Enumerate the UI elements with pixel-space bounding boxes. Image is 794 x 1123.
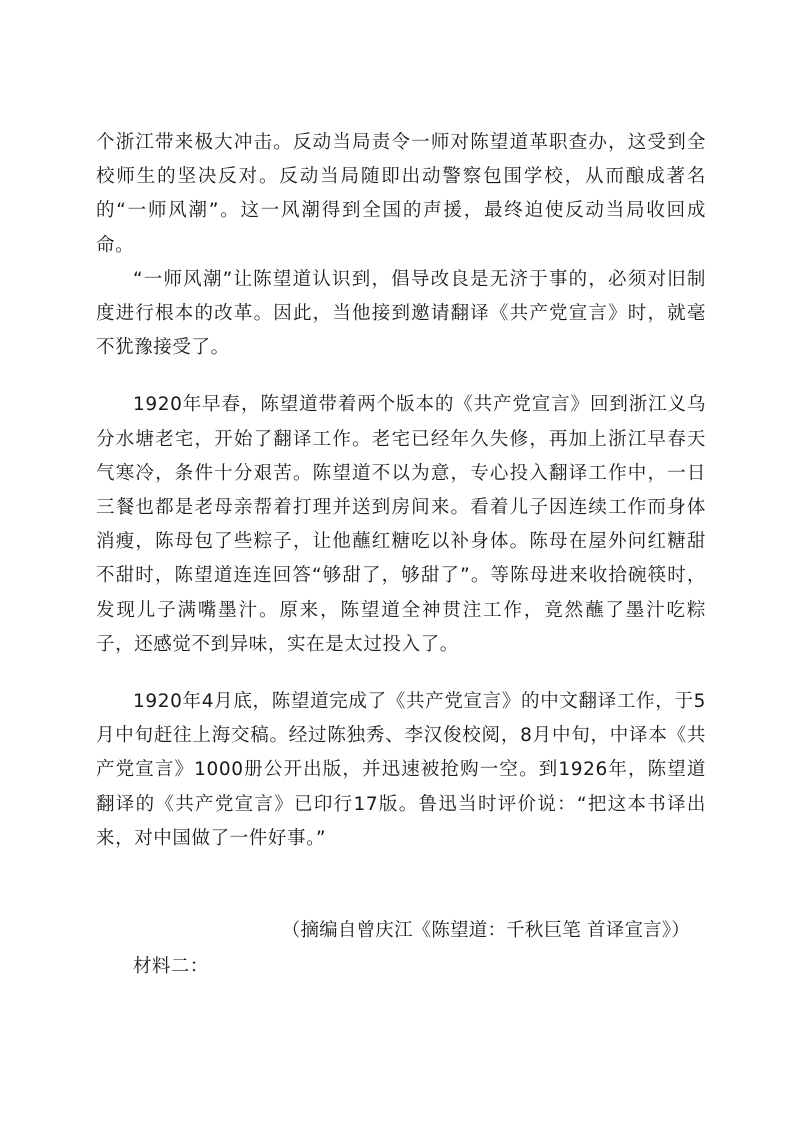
paragraph-3: 1920年早春，陈望道带着两个版本的《共产党宣言》回到浙江义乌分水塘老宅，开始了翻译工作。老宅已经年久失修，再加上浙江早春天气寒冷，条件十分艰苦。陈望道不以为意，专心投入翻译工作中，一日三餐也都是老母亲帮着打理并送到房间来。看着儿子因连续工作而身体消瘦，陈母包了些粽子，让他蘸红糖吃以补身体。陈母在屋外问红糖甜不甜时，陈望道连连回答“够甜了，够甜了”。等陈母进来收拾碗筷时，发现儿子满嘴墨汁。原来，陈望道全神贯注工作，竟然蘸了墨汁吃粽子，还感觉不到异味，实在是太过投入了。 (96, 394, 706, 655)
paragraph-4: 1920年4月底，陈望道完成了《共产党宣言》的中文翻译工作，于5月中旬赶往上海交稿。经过陈独秀、李汉俊校阅，8月中旬，中译本《共产党宣言》1000册公开出版，并迅速被抢购一空。到1926年，陈望道翻译的《共产党宣言》已印行17版。鲁迅当时评价说：“把这本书译出来，对中国做了一件好事。” (96, 691, 706, 849)
paragraph-2: “一师风潮”让陈望道认识到，倡导改良是无济于事的，必须对旧制度进行根本的改革。因此，当他接到邀请翻译《共产党宣言》时，就毫不犹豫接受了。 (96, 268, 706, 359)
paragraph-1-continued: 个浙江带来极大冲击。反动当局责令一师对陈望道革职查办，这受到全校师生的坚决反对。反动当局随即出动警察包围学校，从而酿成著名的“一师风潮”。这一风潮得到全国的声援，最终迫使反动当局收回成命。 (96, 132, 706, 256)
article-body (96, 126, 706, 856)
section-heading-material-two: 材料二： (133, 956, 209, 977)
source-credit: （摘编自曾庆江《陈望道：千秋巨笔 首译宣言》） (281, 920, 690, 941)
